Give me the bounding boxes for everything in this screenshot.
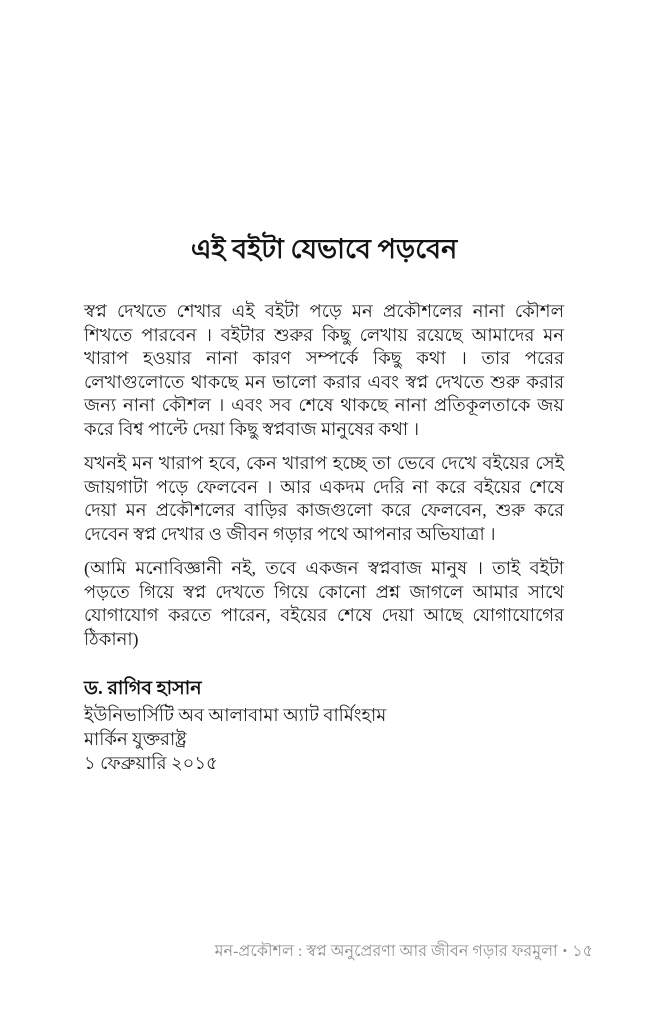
- body-paragraph-2: যখনই মন খারাপ হবে, কেন খারাপ হচ্ছে তা ভেবে দেখে বইয়ের সেই জায়গাটা পড়ে ফেলবেন । আর একদম দেরি না করে বইয়ের শেষে দেয়া মন প্রকৌশলের বাড়ির কাজগুলো করে ফেলবেন, শুরু করে দেবেন স্বপ্ন দেখার ও জীবন গড়ার পথে আপনার অভিযাত্রা ।: [84, 453, 564, 544]
- page-footer: [215, 941, 593, 962]
- signature-date: ১ ফেব্রুয়ারি ২০১৫: [84, 753, 218, 773]
- author-country: মার্কিন যুক্তরাষ্ট্র: [84, 729, 187, 749]
- body-paragraph-1: স্বপ্ন দেখতে শেখার এই বইটা পড়ে মন প্রকৌশলের নানা কৌশল শিখতে পারবেন । বইটার শুরুর কিছু লেখায় রয়েছে আমাদের মন খারাপ হওয়ার নানা কারণ সম্পর্কে কিছু কথা । তার পরের লেখাগুলোতে থাকছে মন ভালো করার এবং স্বপ্ন দেখতে শুরু করার জন্য নানা কৌশল । এবং সব শেষে থাকছে নানা প্রতিকূলতাকে জয় করে বিশ্ব পাল্টে দেয়া কিছু স্বপ্নবাজ মানুষের কথা ।: [84, 301, 564, 439]
- author-affiliation: ইউনিভার্সিটি অব আলাবামা অ্যাট বার্মিংহাম: [84, 705, 387, 725]
- author-signature-block: [84, 677, 564, 775]
- author-name: ড. রাগিব হাসান: [84, 678, 202, 699]
- footer-separator-dot: •: [562, 943, 568, 958]
- body-paragraph-note: (আমি মনোবিজ্ঞানী নই, তবে একজন স্বপ্নবাজ মানুষ । তাই বইটা পড়তে গিয়ে স্বপ্ন দেখতে গিয়ে কোনো প্রশ্ন জাগলে আমার সাথে যোগাযোগ করতে পারেন, বইয়ের শেষে দেয়া আছে যোগাযোগের ঠিকানা): [84, 558, 564, 649]
- footer-book-title: মন-প্রকৌশল : স্বপ্ন অনুপ্রেরণা আর জীবন গড়ার ফরমুলা: [214, 943, 558, 960]
- chapter-title: এই বইটা যেভাবে পড়বেন: [190, 234, 458, 264]
- page-content: [84, 230, 564, 775]
- footer-page-number: ১৫: [572, 943, 593, 960]
